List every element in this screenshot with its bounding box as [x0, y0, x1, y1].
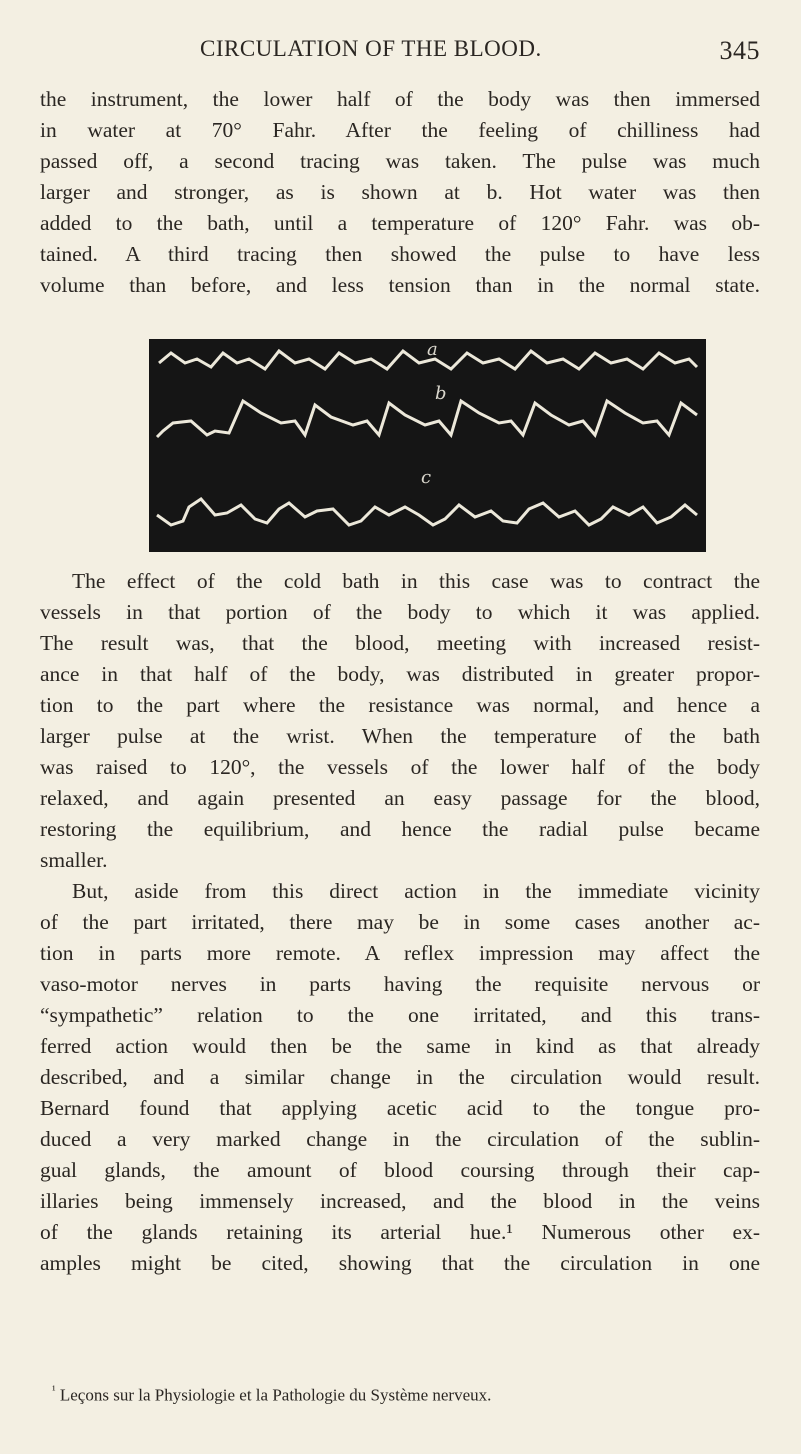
text-line: added to the bath, until a temperature of 120° Fahr. was ob-: [40, 211, 760, 235]
text-line: in water at 70° Fahr. After the feeling of chilliness had: [40, 118, 760, 142]
text-line: ferred action would then be the same in kind as that already: [40, 1034, 760, 1058]
tracing-label-b: b: [435, 383, 447, 404]
text-line: of the glands retaining its arterial hue.¹ Numerous other ex-: [40, 1220, 760, 1244]
page-number: 345: [719, 36, 760, 65]
footnote: [52, 1383, 760, 1406]
pulse-tracings: [149, 339, 706, 552]
text-line: duced a very marked change in the circulation of the sublin-: [40, 1127, 760, 1151]
text-line: Bernard found that applying acetic acid to the tongue pro-: [40, 1096, 760, 1120]
text-line: of the part irritated, there may be in some cases another ac-: [40, 910, 760, 934]
text-line: ance in that half of the body, was distributed in greater propor-: [40, 662, 760, 686]
tracing-label-a: a: [427, 339, 438, 360]
text-line: tion in parts more remote. A reflex impression may affect the: [40, 941, 760, 965]
text-line: volume than before, and less tension than in the normal state.: [40, 273, 760, 297]
text-line: “sympathetic” relation to the one irritated, and this trans-: [40, 1003, 760, 1027]
text-line: gual glands, the amount of blood coursing through their cap-: [40, 1158, 760, 1182]
text-line: smaller.: [40, 848, 108, 872]
text-line: But, aside from this direct action in the immediate vicinity: [72, 879, 760, 903]
text-line: The effect of the cold bath in this case was to contract the: [72, 569, 760, 593]
text-line: larger pulse at the wrist. When the temperature of the bath: [40, 724, 760, 748]
pulse-tracing-figure: [149, 339, 706, 552]
text-line: illaries being immensely increased, and the blood in the veins: [40, 1189, 760, 1213]
tracing-label-c: c: [421, 467, 432, 488]
text-line: was raised to 120°, the vessels of the lower half of the body: [40, 755, 760, 779]
footnote-marker: ¹: [52, 1383, 56, 1397]
text-line: vaso-motor nerves in parts having the requisite nervous or: [40, 972, 760, 996]
text-line: passed off, a second tracing was taken. The pulse was much: [40, 149, 760, 173]
text-line: tion to the part where the resistance was normal, and hence a: [40, 693, 760, 717]
text-line: The result was, that the blood, meeting with increased resist-: [40, 631, 760, 655]
footnote-text: Leçons sur la Physiologie et la Pathologie du Système nerveux.: [59, 1385, 492, 1405]
text-line: the instrument, the lower half of the body was then immersed: [40, 87, 760, 111]
text-line: larger and stronger, as is shown at b. Hot water was then: [40, 180, 760, 204]
text-line: tained. A third tracing then showed the pulse to have less: [40, 242, 760, 266]
text-line: vessels in that portion of the body to which it was applied.: [40, 600, 760, 624]
running-title: CIRCULATION OF THE BLOOD.: [200, 36, 542, 61]
text-line: amples might be cited, showing that the circulation in one: [40, 1251, 760, 1275]
text-line: relaxed, and again presented an easy passage for the blood,: [40, 786, 760, 810]
text-line: restoring the equilibrium, and hence the radial pulse became: [40, 817, 760, 841]
text-line: described, and a similar change in the circulation would result.: [40, 1065, 760, 1089]
